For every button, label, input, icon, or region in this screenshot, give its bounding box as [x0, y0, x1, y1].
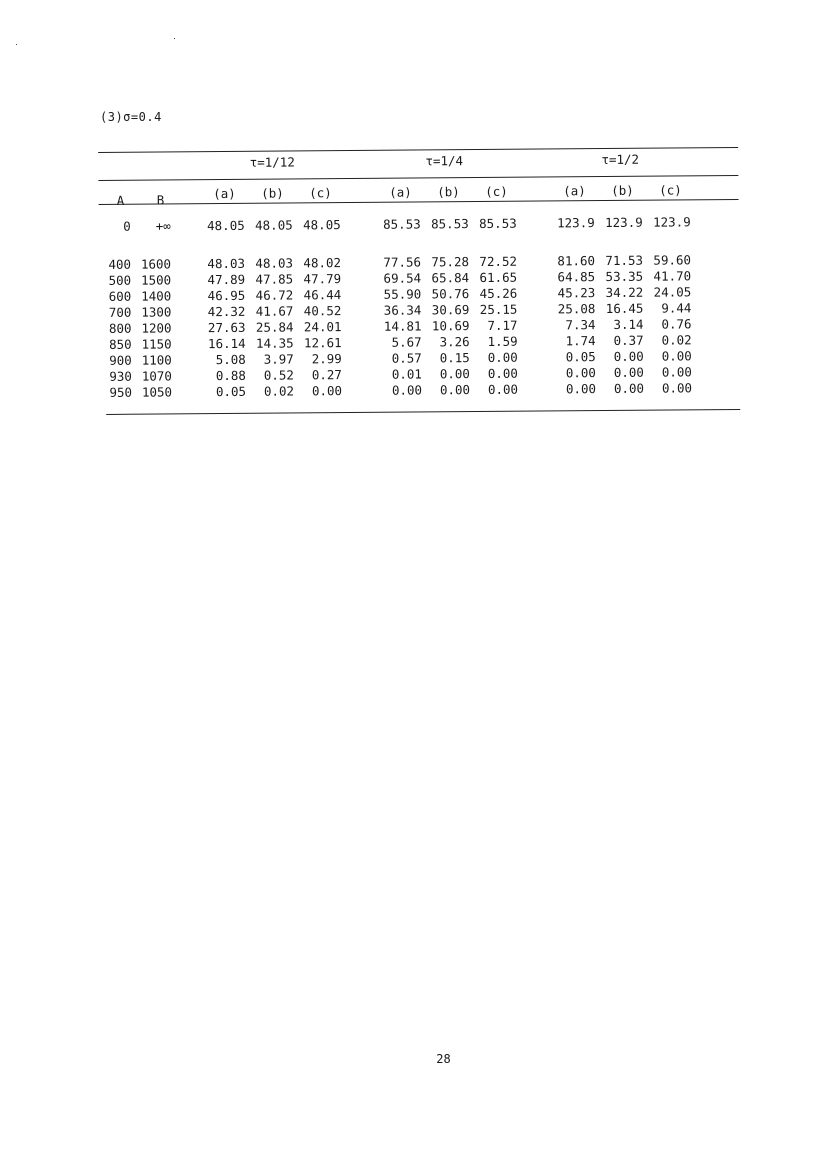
cell-value: 123.9 — [557, 215, 595, 231]
cell-value: 14.35 — [255, 335, 294, 351]
cell-value: 61.65 — [479, 269, 518, 286]
cell-value: 81.60 — [557, 253, 596, 269]
cell-b: 1500 — [140, 272, 172, 288]
group-header-tau-1-4: τ=1/4 — [425, 153, 464, 169]
cell-a: 600 — [108, 288, 132, 304]
cell-value: 0.57 — [391, 350, 422, 366]
cell-value: 27.63 — [207, 319, 246, 336]
cell-value: 72.52 — [479, 253, 518, 270]
cell-a: 850 — [109, 336, 132, 352]
cell-b: 1200 — [141, 320, 172, 336]
cell-value: 3.26 — [439, 334, 470, 350]
cell-a: 900 — [109, 352, 132, 368]
cell-value: 0.27 — [311, 367, 342, 383]
group-header-tau-1-12: τ=1/12 — [249, 154, 295, 170]
cell-b: 1100 — [141, 352, 172, 368]
cell-value: 64.85 — [557, 269, 596, 285]
cell-value: 0.00 — [565, 365, 596, 381]
cell-value: 0.00 — [661, 364, 692, 380]
cell-value: 0.00 — [439, 382, 471, 398]
cell-value: 0.05 — [215, 383, 247, 400]
cell-b: 1300 — [141, 304, 172, 320]
cell-value: 123.9 — [605, 214, 643, 231]
cell-a: 950 — [109, 384, 133, 400]
cell-value: 3.14 — [613, 316, 644, 332]
cell-value: 0.00 — [613, 380, 645, 396]
cell-value: 50.76 — [431, 286, 470, 302]
cell-value: 0.05 — [565, 349, 596, 365]
cell-value: 25.15 — [479, 301, 518, 318]
cell-value: 36.34 — [383, 302, 422, 318]
cell-value: 0.00 — [311, 383, 343, 399]
subcol-header: (b) — [261, 185, 284, 201]
cell-value: 42.32 — [207, 303, 246, 320]
cell-value: 46.72 — [255, 287, 294, 303]
cell-value: 0.37 — [613, 332, 644, 348]
subcol-header: (c) — [659, 182, 682, 198]
cell-value: 0.00 — [487, 365, 518, 381]
cell-value: 0.00 — [613, 364, 644, 380]
header-rule — [99, 199, 739, 205]
cell-value: 9.44 — [661, 300, 692, 316]
cell-value: 24.01 — [303, 319, 342, 335]
cell-value: 7.34 — [565, 317, 596, 333]
cell-value: 0.00 — [565, 381, 597, 397]
cell-value: 75.28 — [431, 254, 470, 270]
cell-b: 1050 — [141, 384, 173, 400]
cell-value: 1.74 — [565, 333, 596, 349]
cell-value: 7.17 — [487, 317, 518, 333]
cell-value: 10.69 — [431, 318, 470, 334]
col-header-b: B — [156, 192, 165, 208]
cell-value: 46.44 — [303, 287, 342, 303]
cell-value: 53.35 — [605, 268, 644, 285]
cell-value: 0.00 — [613, 348, 644, 364]
cell-value: 16.45 — [605, 300, 644, 317]
group-rule — [98, 175, 738, 181]
cell-value: 25.08 — [557, 301, 596, 317]
subcol-header: (a) — [213, 185, 236, 202]
cell-value: 85.53 — [479, 215, 517, 232]
cell-value: 14.81 — [383, 318, 422, 334]
cell-value: 0.00 — [391, 382, 423, 398]
cell-value: 48.05 — [303, 217, 341, 233]
cell-value: 47.79 — [303, 271, 342, 287]
cell-value: 46.95 — [207, 287, 246, 304]
cell-a: 700 — [108, 304, 132, 320]
cell-value: 16.14 — [207, 335, 246, 352]
cell-value: 0.00 — [487, 349, 518, 365]
cell-value: 5.67 — [391, 334, 422, 350]
cell-b: 1150 — [141, 336, 172, 352]
cell-value: 45.26 — [479, 285, 518, 302]
cell-value: 41.70 — [653, 268, 692, 284]
cell-value: 12.61 — [303, 335, 342, 351]
cell-value: 30.69 — [431, 302, 470, 318]
cell-value: 48.03 — [207, 255, 246, 272]
cell-value: 3.97 — [263, 351, 294, 367]
cell-value: 41.67 — [255, 303, 294, 319]
cell-value: 65.84 — [431, 270, 470, 286]
subcol-header: (a) — [389, 184, 412, 200]
cell-value: 0.00 — [661, 380, 693, 396]
group-header-tau-1-2: τ=1/2 — [601, 151, 640, 168]
subcol-header: (b) — [437, 184, 460, 200]
cell-value: 0.52 — [263, 367, 294, 383]
page-number: 28 — [436, 1052, 451, 1066]
cell-b: 1600 — [140, 256, 172, 272]
subcol-header: (b) — [611, 182, 634, 198]
cell-value: 47.89 — [207, 271, 246, 288]
cell-value: 0.88 — [215, 367, 246, 384]
results-table — [98, 127, 738, 400]
cell-b: 1400 — [141, 288, 172, 304]
cell-value: 0.00 — [661, 348, 692, 364]
cell-a: 500 — [108, 272, 132, 288]
cell-value: 48.05 — [207, 217, 245, 234]
cell-value: 71.53 — [605, 252, 644, 269]
cell-value: 24.05 — [653, 284, 692, 300]
cell-value: 34.22 — [605, 284, 644, 301]
cell-value: 69.54 — [383, 270, 422, 286]
cell-value: 0.00 — [487, 381, 519, 397]
bottom-rule — [106, 409, 740, 415]
cell-value: 59.60 — [653, 252, 692, 268]
cell-value: 85.53 — [383, 216, 421, 232]
cell-b: +∞ — [155, 218, 171, 234]
cell-value: 2.99 — [311, 351, 342, 367]
cell-value: 77.56 — [383, 254, 422, 270]
cell-value: 55.90 — [383, 286, 422, 302]
cell-value: 0.02 — [661, 332, 692, 348]
cell-value: 25.84 — [255, 319, 294, 335]
cell-value: 0.15 — [439, 350, 470, 366]
cell-a: 400 — [108, 256, 132, 272]
cell-b: 1070 — [141, 368, 172, 384]
cell-value: 48.03 — [255, 255, 294, 271]
cell-value: 123.9 — [653, 214, 691, 230]
subcol-header: (c) — [309, 185, 332, 201]
cell-value: 45.23 — [557, 285, 596, 301]
cell-a: 800 — [108, 320, 132, 336]
cell-value: 5.08 — [215, 351, 246, 368]
cell-value: 47.85 — [255, 271, 294, 287]
cell-value: 0.00 — [439, 366, 470, 382]
cell-value: 1.59 — [487, 333, 518, 349]
cell-value: 0.01 — [391, 366, 422, 382]
cell-value: 85.53 — [431, 216, 469, 232]
table-caption: (3)σ=0.4 — [100, 110, 162, 124]
cell-value: 40.52 — [303, 303, 342, 319]
cell-value: 48.02 — [303, 255, 342, 271]
cell-value: 0.02 — [263, 383, 295, 399]
subcol-header: (c) — [485, 183, 508, 199]
cell-a: 0 — [123, 218, 131, 234]
subcol-header: (a) — [563, 183, 586, 199]
cell-value: 48.05 — [255, 217, 293, 233]
col-header-a: A — [116, 192, 125, 208]
cell-value: 0.76 — [661, 316, 692, 332]
cell-a: 930 — [109, 368, 132, 384]
